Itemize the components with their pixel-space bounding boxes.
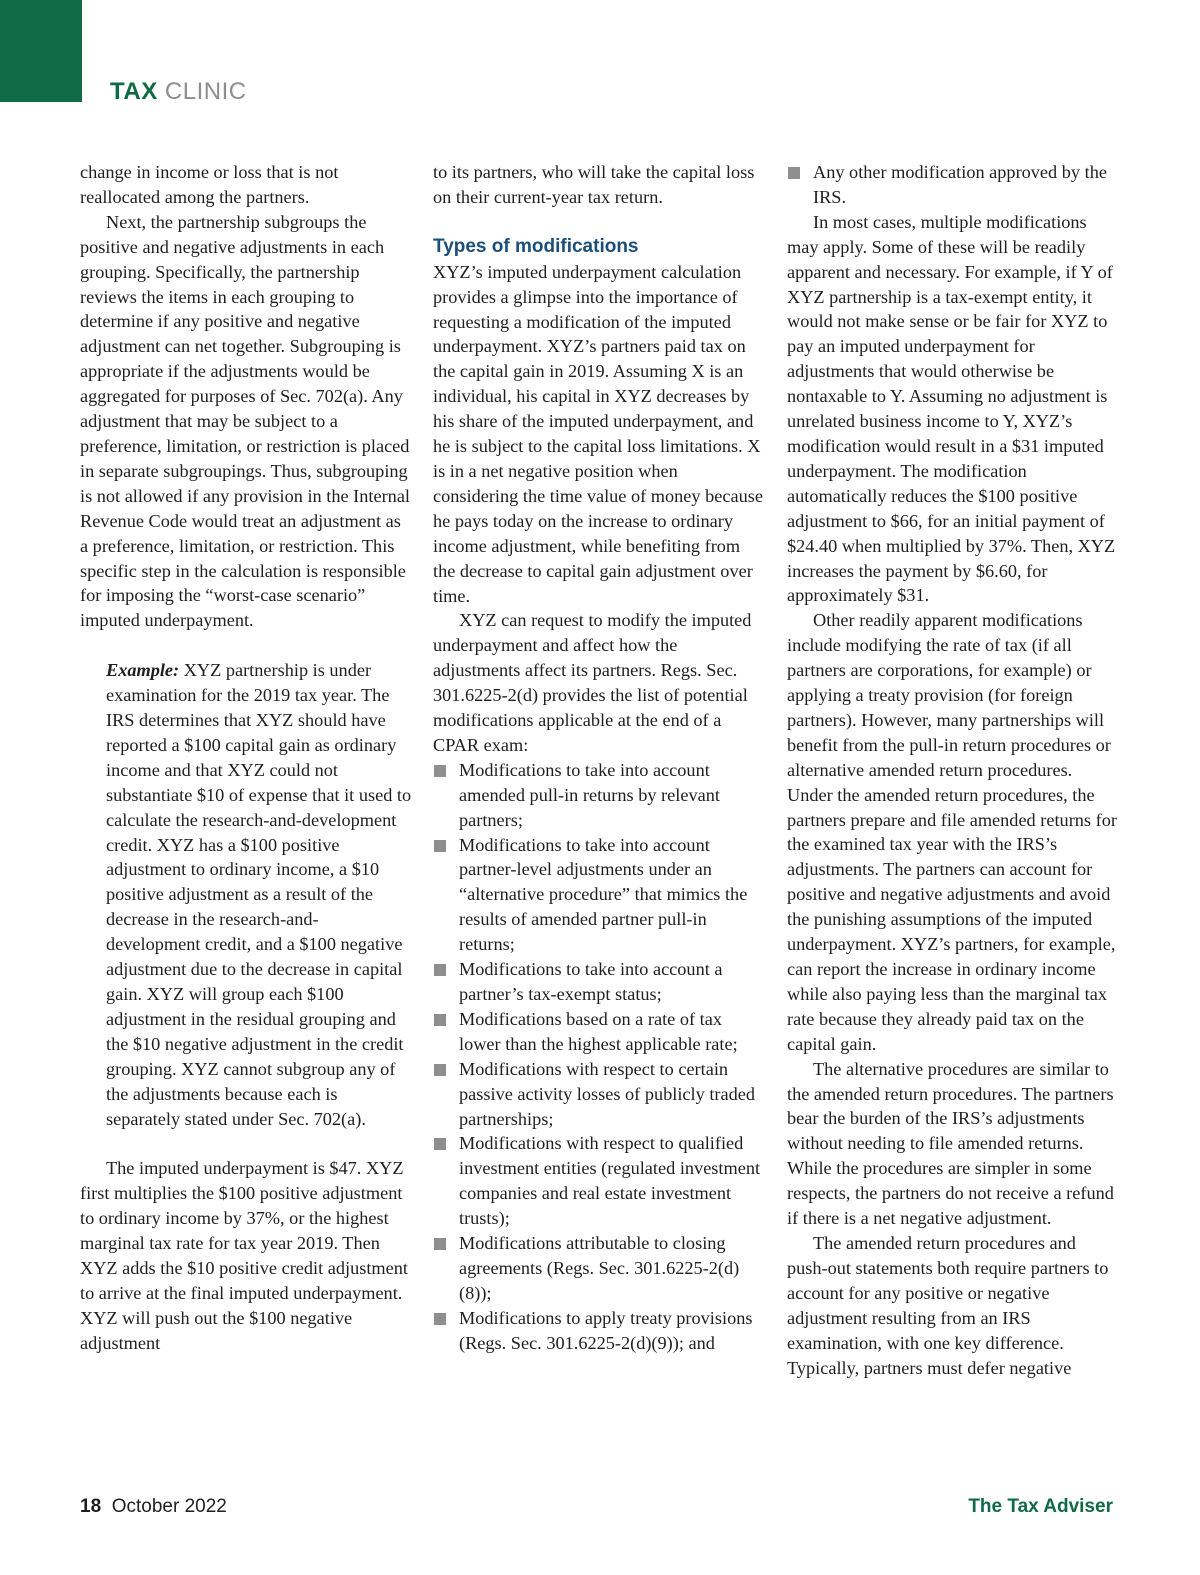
paragraph: XYZ can request to modify the imputed underpayment and affect how the adjustments affect its partners. Regs. Sec. 301.6225-2(d) provides the list of potential modifications applicable at the end of a CPAR exam:	[433, 610, 752, 755]
list-item: Modifications to apply treaty provisions (Regs. Sec. 301.6225-2(d)(9)); and	[433, 1306, 765, 1356]
modification-list-continued	[787, 160, 1120, 210]
paragraph: change in income or loss that is not reallocated among the partners.	[80, 162, 339, 207]
paragraph: to its partners, who will take the capital loss on their current-year tax return.	[433, 162, 755, 207]
list-item: Modifications with respect to certain passive activity losses of publicly traded partnerships;	[433, 1057, 765, 1132]
paragraph: XYZ’s imputed underpayment calculation provides a glimpse into the importance of requesting a modification of the imputed underpayment. XYZ’s partners paid tax on the capital gain in 2019. Assuming X is an individual, his capital in XYZ decreases by his share of the imputed underpayment, and he is subject to the capital loss limitations. X is in a net negative position when considering the time value of money because he pays today on the increase to ordinary income adjustment, while benefiting from the decrease to capital gain adjustment over time.	[433, 261, 763, 606]
column-2	[433, 160, 765, 1356]
list-item: Any other modification approved by the IRS.	[787, 160, 1120, 210]
publication-name: The Tax Adviser	[968, 1496, 1113, 1517]
header-color-block	[0, 0, 82, 102]
issue-date: October 2022	[111, 1496, 227, 1517]
section-header-bold: TAX	[110, 78, 158, 105]
section-header-light: CLINIC	[157, 78, 247, 105]
example-text: XYZ partnership is under examination for the 2019 tax year. The IRS determines that XYZ should have reported a $100 capital gain as ordinary income and that XYZ could not substantiate $10 of expense that it used to calculate the research-and-development credit. XYZ has a $100 positive adjustment to ordinary income, a $10 positive adjustment as a result of the decrease in the research-and-development credit, and a $100 negative adjustment due to the decrease in capital gain. XYZ will group each $100 adjustment in the residual grouping and the $10 negative adjustment in the credit grouping. XYZ cannot subgroup any of the adjustments because each is separately stated under Sec. 702(a).	[106, 660, 412, 1129]
column-3	[787, 160, 1120, 1380]
section-heading: Types of modifications	[433, 235, 639, 257]
list-item: Modifications attributable to closing agreements (Regs. Sec. 301.6225-2(d)(8));	[433, 1231, 765, 1306]
paragraph: Other readily apparent modifications include modifying the rate of tax (if all partners are corporations, for example) or applying a treaty provision (for foreign partners). However, many partnerships will benefit from the pull-in return procedures or alternative amended return procedures. Under the amended return procedures, the partners prepare and file amended returns for the examined tax year with the IRS’s adjustments. The partners can account for positive and negative adjustments and avoid the punishing assumptions of the imputed underpayment. XYZ’s partners, for example, can report the increase in ordinary income while also paying less than the marginal tax rate because they already paid tax on the capital gain.	[787, 610, 1117, 1054]
footer-left	[80, 1496, 227, 1518]
list-item: Modifications based on a rate of tax lower than the highest applicable rate;	[433, 1007, 765, 1057]
page-number: 18	[80, 1496, 102, 1517]
paragraph: The alternative procedures are similar to the amended return procedures. The partners bear the burden of the IRS’s adjustments without needing to file amended returns. While the procedures are simpler in some respects, the partners do not receive a refund if there is a net negative adjustment.	[787, 1058, 1114, 1229]
list-item: Modifications with respect to qualified investment entities (regulated investment companies and real estate investment trusts);	[433, 1131, 765, 1231]
list-item: Modifications to take into account amended pull-in returns by relevant partners;	[433, 758, 765, 833]
list-item: Modifications to take into account a partner’s tax-exempt status;	[433, 957, 765, 1007]
paragraph: Next, the partnership subgroups the positive and negative adjustments in each grouping. Specifically, the partnership reviews the items in each grouping to determine if any positive and negative adjustment can net together. Subgrouping is appropriate if the adjustments would be aggregated for purposes of Sec. 702(a). Any adjustment that may be subject to a preference, limitation, or restriction is placed in separate subgroupings. Thus, subgrouping is not allowed if any provision in the Internal Revenue Code would treat an adjustment as a preference, limitation, or restriction. This specific step in the calculation is responsible for imposing the “worst-case scenario” imputed underpayment.	[80, 211, 411, 631]
paragraph: In most cases, multiple modifications may apply. Some of these will be readily apparent and necessary. For example, if Y of XYZ partnership is a tax-exempt entity, it would not make sense or be fair for XYZ to pay an imputed underpayment for adjustments that would otherwise be nontaxable to Y. Assuming no adjustment is unrelated business income to Y, XYZ’s modification would result in a $31 imputed underpayment. The modification automatically reduces the $100 positive adjustment to $66, for an initial payment of $24.40 when multiplied by 37%. Then, XYZ increases the payment by $6.60, for approximately $31.	[787, 211, 1116, 606]
example-block	[80, 658, 412, 1131]
list-item: Modifications to take into account partner-level adjustments under an “alternative procedure” that mimics the results of amended partner pull-in returns;	[433, 833, 765, 958]
paragraph: The imputed underpayment is $47. XYZ first multiplies the $100 positive adjustment to ordinary income by 37%, or the highest marginal tax rate for tax year 2019. Then XYZ adds the $10 positive credit adjustment to arrive at the final imputed underpayment. XYZ will push out the $100 negative adjustment	[80, 1158, 408, 1353]
column-1	[80, 160, 412, 1356]
example-label: Example:	[106, 660, 180, 681]
paragraph: The amended return procedures and push-out statements both require partners to account for any positive or negative adjustment resulting from an IRS examination, with one key difference. Typically, partners must defer negative	[787, 1232, 1109, 1378]
modification-list	[433, 758, 765, 1356]
section-header	[110, 78, 247, 106]
